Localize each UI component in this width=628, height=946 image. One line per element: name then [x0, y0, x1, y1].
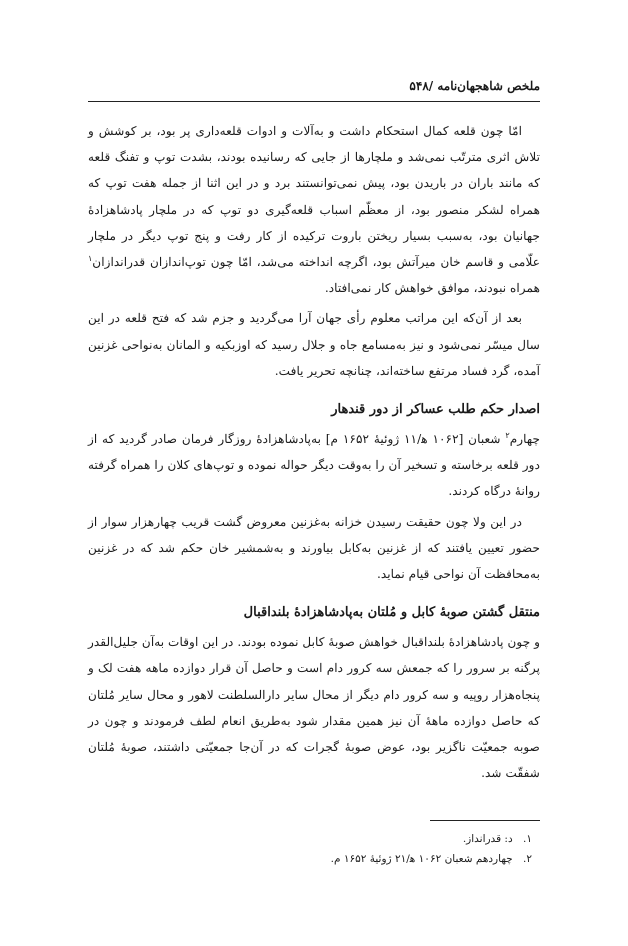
- footnote-2-number: ۲.: [523, 853, 532, 865]
- paragraph-2: بعد از آن‌که این مراتب معلوم رأی جهان آرا می‌گردید و جزم شد که فتح قلعه در این سال میسّر نمی‌شود و نیز به‌مسامع جاه و جلال رسید که اوزبکیه و المانان به‌نواحی غزنین آمده، گرد فساد مرتفع ساخته‌اند، چنانچه تحریر یافت.: [88, 311, 540, 378]
- page-body: [88, 118, 540, 790]
- footnote-2: [88, 849, 540, 869]
- footnote-2-text: چهاردهم شعبان ۱۰۶۲ ه‍/۲۱ ژوئیهٔ ۱۶۵۲ م.: [330, 853, 513, 865]
- section-heading-1: اصدار حکم طلب عساکر از دور قندهار: [331, 402, 540, 418]
- paragraph-1-end: همراه نبودند، موافق خواهش کار نمی‌افتاد.: [324, 281, 540, 296]
- paragraph-3-text: شعبان [۱۰۶۲ ه‍/۱۱ ژوئیهٔ ۱۶۵۲ م] به‌پادشاهزادهٔ روزگار فرمان صادر گردید که از دور قلعه برخاسته و تسخیر آن را به‌وقت دیگر حواله نموده و توپ‌های کلان را همراه گرفته روانهٔ درگاه کردند.: [88, 432, 540, 499]
- footnote-1-text: د: قدرانداز.: [462, 833, 513, 845]
- paragraph-1-text: امّا چون قلعه کمال استحکام داشت و به‌آلات و ادوات قلعه‌داری پر بود، بر کوشش و تلاش اثری مترتّب نمی‌شد و ملچارها از جایی که رسانیده بودند، بشدت توپ و تفنگ قلعه که مانند باران در باریدن بود، پیش نمی‌توانستند برد و در این اثنا از جمله هفت توپ که همراه لشکر منصور بود، از معظّم اسباب قلعه‌گیری دو توپ که در ملچار پادشاهزادهٔ جهانیان بود، به‌سبب بسیار ریختن باروت ترکیده از کار رفت و پنج توپ دیگر در ملچار علّامی و قاسم خان میرآتش بود، اگرچه انداخته می‌شد، امّا چون توپ‌اندازان قدراندازان: [88, 124, 540, 270]
- header-rule: [88, 101, 540, 102]
- paragraph-3-start: چهارم: [509, 432, 540, 447]
- footnote-marker-2[interactable]: ۲: [505, 430, 510, 440]
- running-header: ملخص شاهجهان‌نامه /۵۴۸: [409, 79, 540, 93]
- paragraph-1: [88, 118, 540, 301]
- section-heading-2: منتقل گشتن صوبهٔ کابل و مُلتان به‌پادشاهزادهٔ بلنداقبال: [243, 605, 540, 621]
- footnotes: [88, 820, 540, 869]
- paragraph-4: در این ولا چون حقیقت رسیدن خزانه به‌غزنین معروض گشت قریب چهارهزار سوار از حضور تعیین یافتند که از غزنین به‌کابل بیاورند و به‌شمشیر خان حکم شد که در غزنین به‌محافظت آن نواحی قیام نماید.: [88, 514, 540, 582]
- paragraph-3: [88, 426, 540, 505]
- footnote-rule: [430, 820, 540, 821]
- footnote-1-number: ۱.: [523, 833, 532, 845]
- footnote-1: [88, 829, 540, 849]
- paragraph-5: و چون پادشاهزادهٔ بلنداقبال خواهش صوبهٔ کابل نموده بودند. در این اوقات به‌آن جلیل‌القدر پرگنه بر سرور را که جمعش سه کرور دام است و حاصل آن قرار دوازده ماهه هفت لک و پنجاه‌هزار روپیه و سه کرور دام دیگر از محال سایر دارالسلطنت لاهور و محال سایر مُلتان که حاصل دوازده ماههٔ آن نیز همین مقدار شود به‌طریق انعام لطف فرمودند و چون در صوبه جمعیّت ناگزیر بود، عوض صوبهٔ گجرات که در آن‌جا جمعیّتی داشتند، صوبهٔ مُلتان شفقّت شد.: [88, 635, 540, 781]
- footnote-marker-1[interactable]: ۱: [88, 253, 93, 263]
